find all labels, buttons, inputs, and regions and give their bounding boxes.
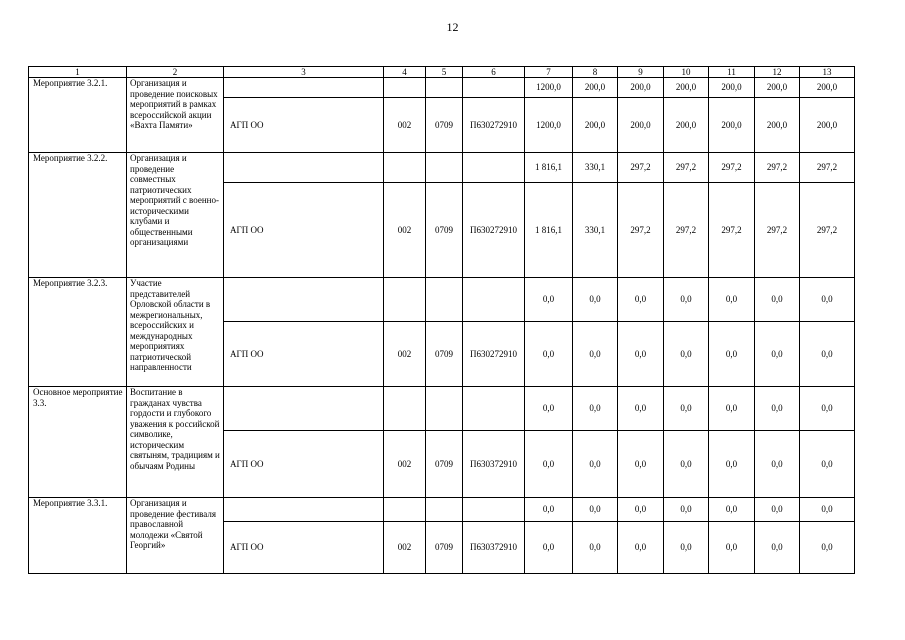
grbs-cell: 002 bbox=[384, 98, 426, 153]
header-cell: 13 bbox=[800, 67, 855, 78]
value-cell: 200,0 bbox=[709, 78, 755, 98]
value-cell: 0,0 bbox=[618, 431, 664, 498]
grbs-cell: 002 bbox=[384, 431, 426, 498]
csr-cell: П630372910 bbox=[463, 431, 525, 498]
value-cell: 297,2 bbox=[709, 153, 755, 183]
measure-description: Организация и проведение фестиваля православной молодежи «Святой Георгий» bbox=[127, 498, 224, 574]
value-cell: 0,0 bbox=[525, 522, 573, 574]
value-cell: 297,2 bbox=[618, 183, 664, 278]
measure-description: Воспитание в гражданах чувства гордости и глубокого уважения к российской символике, историческим святыням, традициям и обычаям Родины bbox=[127, 387, 224, 498]
value-cell: 0,0 bbox=[755, 387, 800, 431]
value-cell: 0,0 bbox=[618, 498, 664, 522]
measure-name: Основное мероприятие 3.3. bbox=[29, 387, 127, 498]
csr-cell: П630272910 bbox=[463, 183, 525, 278]
executor-cell: АГП ОО bbox=[224, 98, 384, 153]
grbs-cell: 002 bbox=[384, 183, 426, 278]
header-cell: 7 bbox=[525, 67, 573, 78]
measure-name: Мероприятие 3.3.1. bbox=[29, 498, 127, 574]
value-cell: 1 816,1 bbox=[525, 183, 573, 278]
value-cell: 0,0 bbox=[525, 498, 573, 522]
value-cell: 0,0 bbox=[573, 387, 618, 431]
table-row-total bbox=[29, 278, 855, 322]
value-cell: 200,0 bbox=[800, 78, 855, 98]
value-cell: 0,0 bbox=[573, 498, 618, 522]
value-cell: 0,0 bbox=[755, 522, 800, 574]
value-cell: 200,0 bbox=[664, 78, 709, 98]
value-cell: 1200,0 bbox=[525, 98, 573, 153]
header-cell: 12 bbox=[755, 67, 800, 78]
value-cell: 0,0 bbox=[755, 498, 800, 522]
header-cell: 1 bbox=[29, 67, 127, 78]
value-cell: 1200,0 bbox=[525, 78, 573, 98]
grbs-cell: 002 bbox=[384, 522, 426, 574]
measure-description: Организация и проведение поисковых мероприятий в рамках всероссийской акции «Вахта Памяти» bbox=[127, 78, 224, 153]
page-number: 12 bbox=[446, 20, 459, 34]
value-cell: 0,0 bbox=[800, 278, 855, 322]
value-cell: 297,2 bbox=[618, 153, 664, 183]
value-cell: 0,0 bbox=[664, 322, 709, 387]
value-cell: 330,1 bbox=[573, 183, 618, 278]
value-cell: 200,0 bbox=[709, 98, 755, 153]
value-cell: 0,0 bbox=[800, 522, 855, 574]
value-cell: 0,0 bbox=[800, 431, 855, 498]
value-cell: 297,2 bbox=[755, 183, 800, 278]
value-cell: 200,0 bbox=[573, 98, 618, 153]
value-cell: 297,2 bbox=[709, 183, 755, 278]
measure-name: Мероприятие 3.2.2. bbox=[29, 153, 127, 278]
value-cell: 0,0 bbox=[800, 322, 855, 387]
value-cell: 0,0 bbox=[525, 431, 573, 498]
rzpr-cell: 0709 bbox=[426, 98, 463, 153]
value-cell: 200,0 bbox=[618, 78, 664, 98]
value-cell: 0,0 bbox=[573, 522, 618, 574]
value-cell: 0,0 bbox=[800, 387, 855, 431]
rzpr-cell: 0709 bbox=[426, 431, 463, 498]
value-cell: 0,0 bbox=[573, 431, 618, 498]
value-cell: 0,0 bbox=[525, 322, 573, 387]
value-cell: 200,0 bbox=[573, 78, 618, 98]
value-cell: 297,2 bbox=[800, 153, 855, 183]
table-row-total bbox=[29, 387, 855, 431]
value-cell: 0,0 bbox=[618, 522, 664, 574]
value-cell: 0,0 bbox=[618, 387, 664, 431]
value-cell: 330,1 bbox=[573, 153, 618, 183]
value-cell: 0,0 bbox=[618, 278, 664, 322]
value-cell: 1 816,1 bbox=[525, 153, 573, 183]
budget-table bbox=[28, 66, 855, 574]
header-cell: 2 bbox=[127, 67, 224, 78]
value-cell: 0,0 bbox=[709, 322, 755, 387]
rzpr-cell: 0709 bbox=[426, 322, 463, 387]
value-cell: 297,2 bbox=[800, 183, 855, 278]
value-cell: 0,0 bbox=[525, 278, 573, 322]
rzpr-cell: 0709 bbox=[426, 522, 463, 574]
header-cell: 11 bbox=[709, 67, 755, 78]
header-cell: 5 bbox=[426, 67, 463, 78]
value-cell: 0,0 bbox=[573, 278, 618, 322]
value-cell: 297,2 bbox=[755, 153, 800, 183]
csr-cell: П630272910 bbox=[463, 98, 525, 153]
executor-cell: АГП ОО bbox=[224, 431, 384, 498]
value-cell: 200,0 bbox=[755, 98, 800, 153]
value-cell: 0,0 bbox=[664, 431, 709, 498]
executor-cell: АГП ОО bbox=[224, 322, 384, 387]
value-cell: 0,0 bbox=[664, 522, 709, 574]
value-cell: 0,0 bbox=[664, 278, 709, 322]
value-cell: 0,0 bbox=[573, 322, 618, 387]
value-cell: 0,0 bbox=[755, 431, 800, 498]
value-cell: 0,0 bbox=[664, 498, 709, 522]
grbs-cell: 002 bbox=[384, 322, 426, 387]
header-cell: 3 bbox=[224, 67, 384, 78]
header-cell: 4 bbox=[384, 67, 426, 78]
value-cell: 0,0 bbox=[800, 498, 855, 522]
header-cell: 10 bbox=[664, 67, 709, 78]
header-row bbox=[29, 67, 855, 78]
value-cell: 0,0 bbox=[709, 522, 755, 574]
executor-cell: АГП ОО bbox=[224, 522, 384, 574]
value-cell: 0,0 bbox=[709, 498, 755, 522]
header-cell: 6 bbox=[463, 67, 525, 78]
value-cell: 0,0 bbox=[664, 387, 709, 431]
value-cell: 0,0 bbox=[709, 431, 755, 498]
value-cell: 297,2 bbox=[664, 153, 709, 183]
value-cell: 0,0 bbox=[709, 278, 755, 322]
measure-name: Мероприятие 3.2.3. bbox=[29, 278, 127, 387]
table-row-total bbox=[29, 78, 855, 98]
table-row-total bbox=[29, 498, 855, 522]
executor-cell: АГП ОО bbox=[224, 183, 384, 278]
value-cell: 200,0 bbox=[664, 98, 709, 153]
value-cell: 200,0 bbox=[755, 78, 800, 98]
value-cell: 297,2 bbox=[664, 183, 709, 278]
value-cell: 200,0 bbox=[800, 98, 855, 153]
table-row-total bbox=[29, 153, 855, 183]
measure-name: Мероприятие 3.2.1. bbox=[29, 78, 127, 153]
header-cell: 9 bbox=[618, 67, 664, 78]
measure-description: Участие представителей Орловской области в межрегиональных, всероссийских и международных мероприятиях патриотической направленности bbox=[127, 278, 224, 387]
value-cell: 0,0 bbox=[755, 278, 800, 322]
csr-cell: П630272910 bbox=[463, 322, 525, 387]
header-cell: 8 bbox=[573, 67, 618, 78]
value-cell: 200,0 bbox=[618, 98, 664, 153]
value-cell: 0,0 bbox=[525, 387, 573, 431]
value-cell: 0,0 bbox=[709, 387, 755, 431]
value-cell: 0,0 bbox=[618, 322, 664, 387]
measure-description: Организация и проведение совместных патриотических мероприятий с военно-историческими клубами и общественными организациями bbox=[127, 153, 224, 278]
value-cell: 0,0 bbox=[755, 322, 800, 387]
csr-cell: П630372910 bbox=[463, 522, 525, 574]
rzpr-cell: 0709 bbox=[426, 183, 463, 278]
